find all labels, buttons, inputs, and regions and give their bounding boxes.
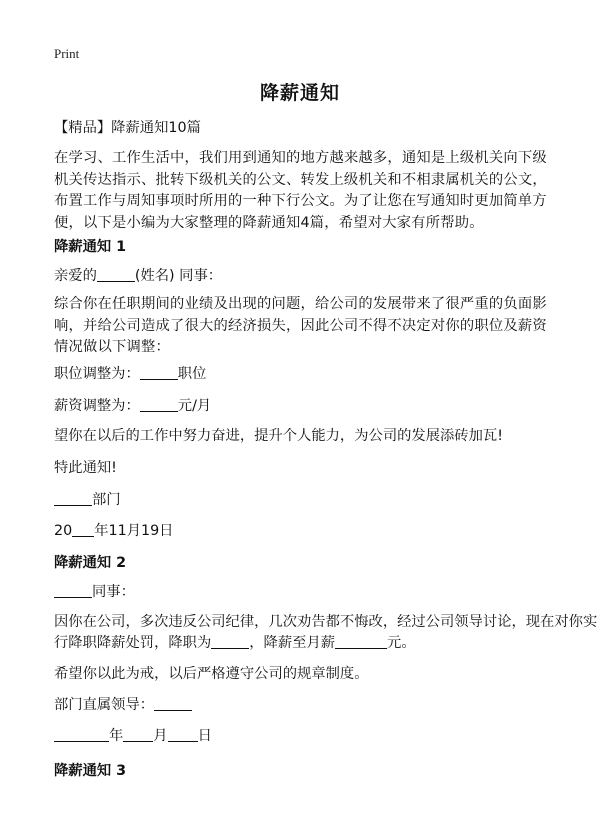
position-label: 职位调整为： [54, 366, 140, 382]
greeting-prefix: 亲爱的 [54, 268, 97, 284]
notice-1-greeting [54, 266, 222, 286]
salary-blank [140, 397, 178, 412]
year-blank-2 [54, 727, 109, 742]
notice-2-body-line-1: 因你在公司，多次违反公司纪律，几次劝告都不悔改，经过公司领导讨论，现在对你实 [54, 614, 598, 630]
department-blank [54, 491, 92, 506]
notice-1-heading: 降薪通知 1 [54, 239, 127, 255]
leader-blank [154, 696, 192, 711]
name-blank [97, 267, 135, 282]
notice-1-department [54, 490, 121, 510]
intro-paragraph: 在学习、工作生活中，我们用到通知的地方越来越多，通知是上级机关向下级机关传达指示、批转下级机关的公文、转发上级机关和不相隶属机关的公文，布置工作与周知事项时所用的一种下行公文。为了让您在写通知时更加简单方便，以下是小编为大家整理的降薪通知4篇，希望对大家有所帮助。 [54, 150, 547, 231]
notice-3-heading: 降薪通知 3 [54, 763, 127, 779]
position-adjustment-line [54, 364, 206, 384]
notice-1-date [54, 521, 173, 541]
day-label: 日 [197, 728, 212, 744]
salary-label: 薪资调整为： [54, 398, 140, 414]
notice-2-greeting [54, 582, 135, 602]
print-link[interactable]: Print [54, 46, 80, 61]
year-label: 年 [109, 728, 124, 744]
salary-cut-text: ，降薪至月薪 [249, 635, 336, 651]
page-title: 降薪通知 [259, 82, 340, 104]
document-subtitle: 【精品】降薪通知10篇 [54, 120, 201, 136]
notice-2-heading: 降薪通知 2 [54, 555, 127, 571]
colleague-suffix: 同事： [92, 584, 135, 600]
salary-suffix: 元/月 [177, 398, 212, 414]
month-label: 月 [153, 728, 168, 744]
notice-2-body-line-2 [54, 633, 416, 653]
demotion-text: 行降职降薪处罚，降职为 [54, 635, 212, 651]
department-suffix: 部门 [92, 492, 121, 508]
colleague-blank [54, 583, 92, 598]
monthly-salary-blank [335, 634, 387, 649]
date-prefix: 20 [54, 523, 73, 539]
year-blank [72, 522, 94, 537]
notice-2-date [54, 726, 212, 746]
salary-adjustment-line [54, 396, 211, 416]
date-suffix: 年11月19日 [94, 523, 174, 539]
notice-1-closing: 特此通知! [54, 460, 117, 476]
month-blank [123, 727, 153, 742]
greeting-suffix: (姓名) 同事： [134, 268, 223, 284]
demoted-position-blank [211, 634, 249, 649]
day-blank [168, 727, 198, 742]
notice-1-hope: 望你在以后的工作中努力奋进，提升个人能力，为公司的发展添砖加瓦! [54, 428, 503, 444]
notice-1-body: 综合你在任职期间的业绩及出现的问题，给公司的发展带来了很严重的负面影响，并给公司造成了很大的经济损失，因此公司不得不决定对你的职位及薪资情况做以下调整： [54, 296, 547, 355]
leader-label: 部门直属领导： [54, 697, 155, 713]
notice-2-leader-line [54, 695, 192, 715]
notice-2-warning: 希望你以此为戒，以后严格遵守公司的规章制度。 [54, 666, 369, 682]
position-blank [140, 365, 178, 380]
position-suffix: 职位 [177, 366, 207, 382]
yuan-suffix: 元。 [387, 635, 416, 651]
